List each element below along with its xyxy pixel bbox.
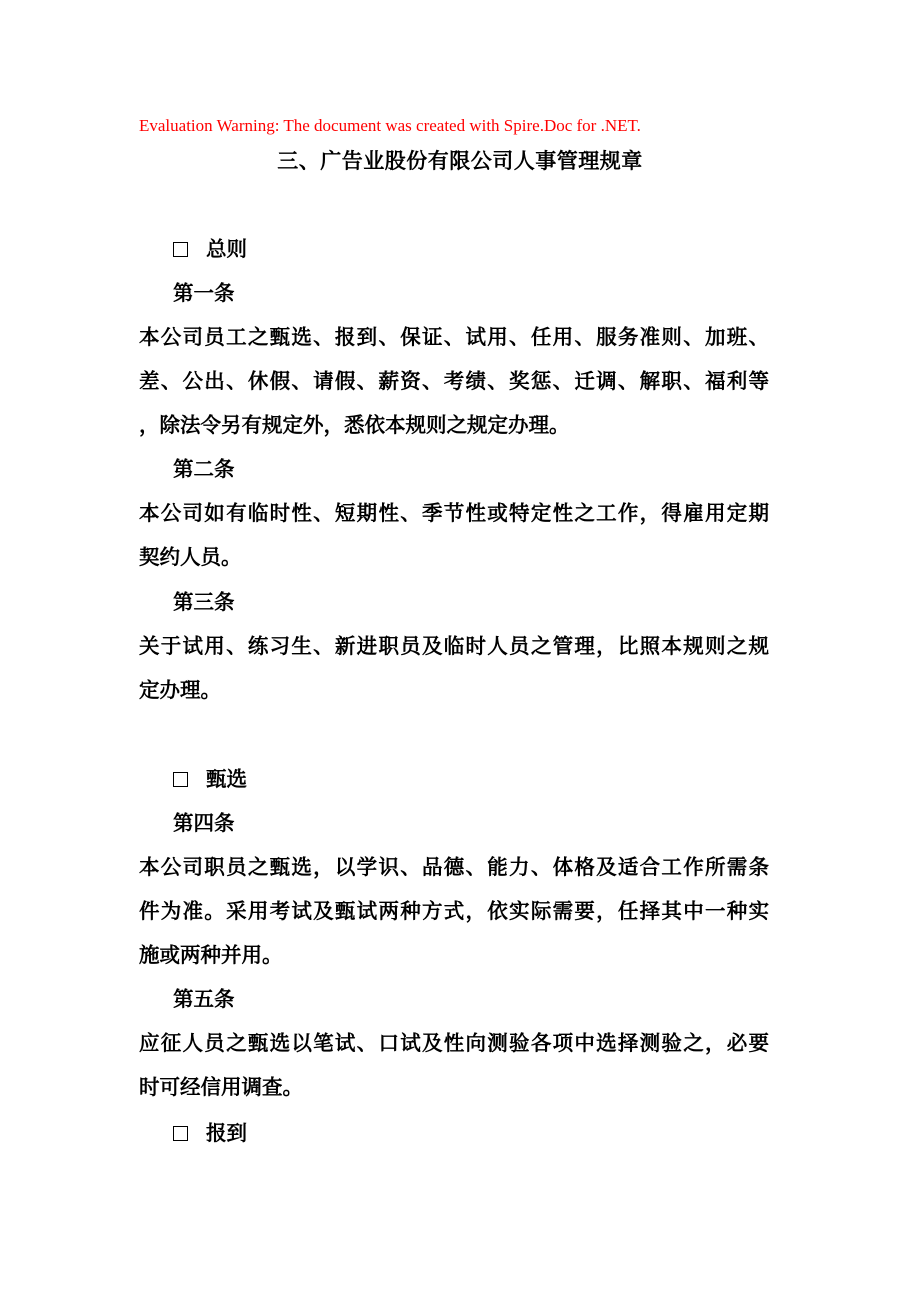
section-heading-general (173, 227, 247, 271)
article-label: 第一条 (173, 281, 235, 305)
checkbox-icon (173, 772, 188, 787)
article-text-line: 时可经信用调查。 (139, 1075, 303, 1099)
article-text-line: 件为准。采用考试及甄试两种方式，依实际需要，任择其中一种实 (139, 899, 769, 923)
article-text-line: 本公司职员之甄选，以学识、品德、能力、体格及适合工作所需条 (139, 855, 769, 879)
article-text-line: 本公司员工之甄选、报到、保证、试用、任用、服务准则、加班、 (139, 325, 769, 349)
section-heading-label: 总则 (206, 237, 247, 261)
article-body (139, 315, 779, 447)
article-body (139, 491, 779, 579)
section-heading-label: 甄选 (206, 767, 247, 791)
article-text-line: 差、公出、休假、请假、薪资、考绩、奖惩、迁调、解职、福利等 (139, 369, 769, 393)
section-heading-label: 报到 (206, 1121, 247, 1145)
article-text-line: 本公司如有临时性、短期性、季节性或特定性之工作，得雇用定期 (139, 501, 769, 525)
document-title: 三、广告业股份有限公司人事管理规章 (277, 148, 643, 173)
checkbox-icon (173, 1126, 188, 1141)
article-text-line: 施或两种并用。 (139, 943, 283, 967)
article-text-line: 契约人员。 (139, 545, 242, 569)
article-label: 第五条 (173, 987, 235, 1011)
section-heading-selection (173, 757, 247, 801)
article-text-line: ，除法令另有规定外，悉依本规则之规定办理。 (139, 413, 570, 437)
evaluation-warning: Evaluation Warning: The document was created with Spire.Doc for .NET. (139, 116, 641, 135)
article-label: 第四条 (173, 811, 235, 835)
article-body (139, 845, 779, 977)
article-label: 第二条 (173, 457, 235, 481)
article-body (139, 1021, 779, 1109)
article-text-line: 应征人员之甄选以笔试、口试及性向测验各项中选择测验之，必要 (139, 1031, 769, 1055)
section-heading-reporting (173, 1111, 247, 1155)
article-text-line: 定办理。 (139, 678, 221, 702)
article-body (139, 624, 779, 712)
article-label: 第三条 (173, 590, 235, 614)
article-text-line: 关于试用、练习生、新进职员及临时人员之管理，比照本规则之规 (139, 634, 769, 658)
checkbox-icon (173, 242, 188, 257)
